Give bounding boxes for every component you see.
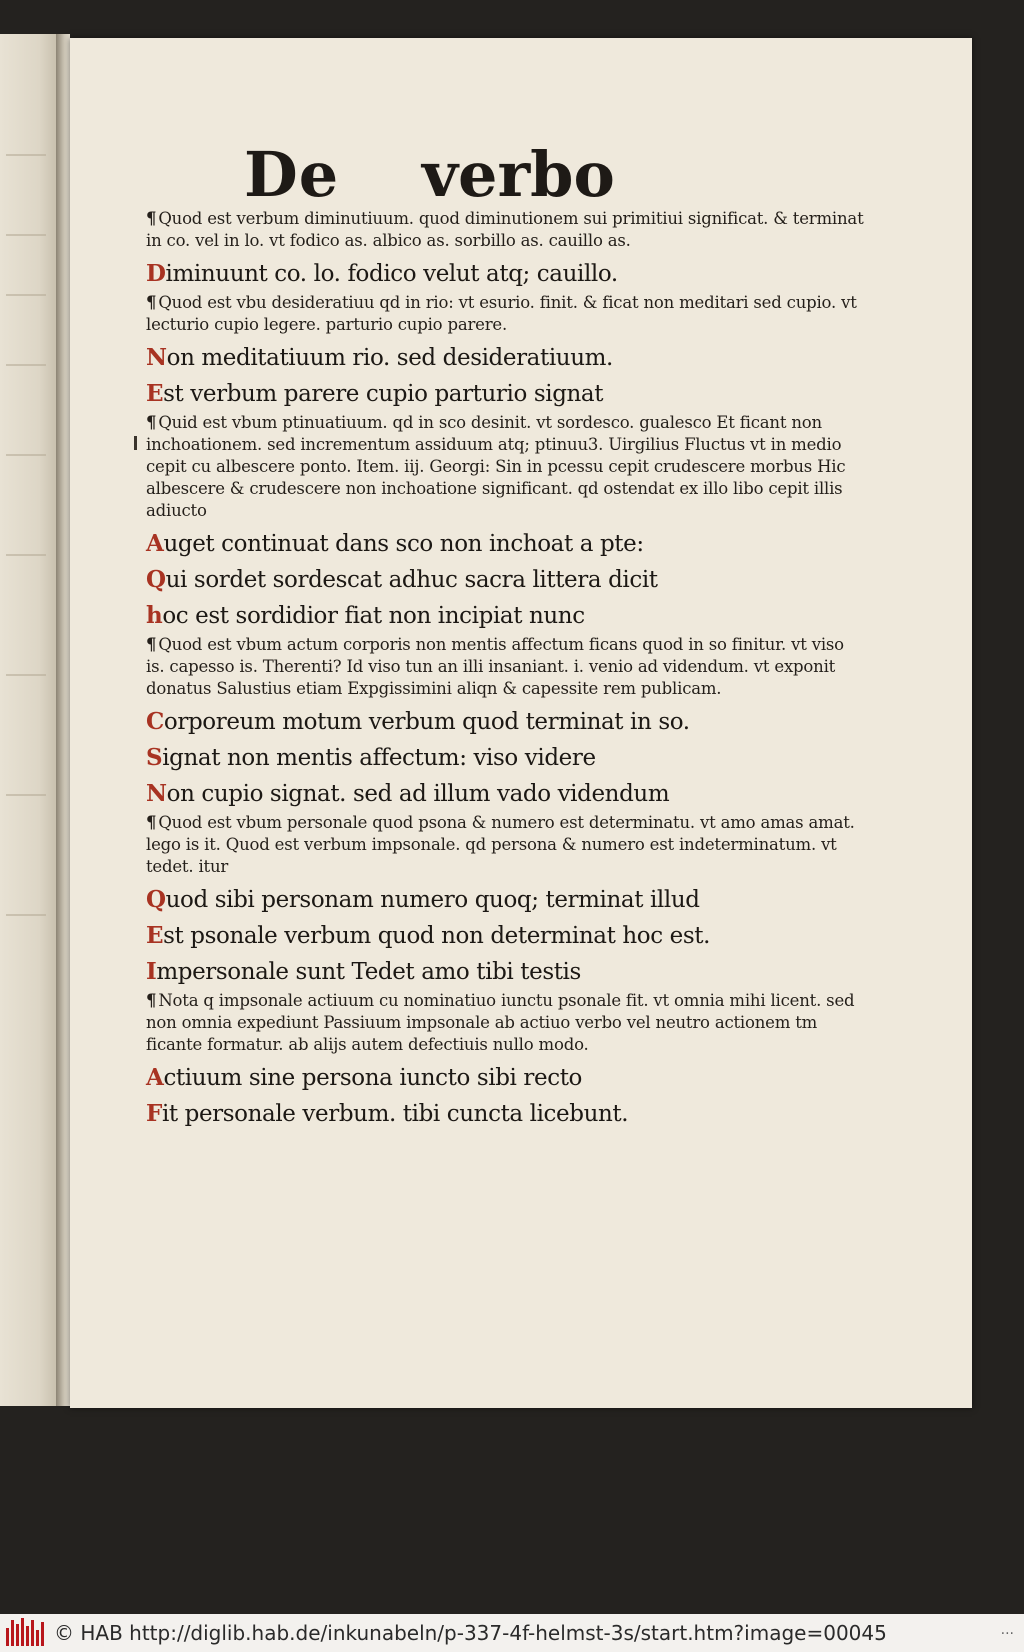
bleed-mark (6, 554, 46, 556)
commentary-paragraph (146, 634, 866, 700)
bleed-mark (6, 154, 46, 156)
rubricated-initial: F (146, 1100, 162, 1127)
paragraph-text: Quod est verbum diminutiuum. quod diminutionem sui primitiui significat. & terminat in co. vel in lo. vt fodico as. albico as. sorbillo as. cauillo as. (146, 209, 864, 250)
rubricated-initial: Q (146, 566, 166, 593)
paragraph-text: Quid est vbum ptinuatiuum. qd in sco desinit. vt sordesco. gualesco Et ficant non inchoationem. sed incrementum assiduum atq; ptinuu3. Uirgilius Fluctus vt in medio cepit cu albescere ponto. Item. iij. Georgi: Sin in pcessu cepit crudescere morbus Hic albescere & crudescere non inchoatione significant. qd ostendat ex illo libo cepit illis adiucto (146, 413, 846, 520)
verse-text: ignat non mentis affectum: viso videre (162, 745, 596, 771)
verse-line (146, 704, 866, 740)
facing-page-edge (0, 34, 56, 1406)
hab-logo-icon (4, 1618, 48, 1648)
rubricated-initial: E (146, 922, 164, 949)
more-icon[interactable]: ... (1000, 1622, 1014, 1638)
verse-line (146, 256, 866, 292)
verse-line (146, 918, 866, 954)
paragraph-mark-icon: ¶ (146, 813, 157, 832)
paragraph-mark-icon: ¶ (146, 413, 157, 432)
paragraph-mark-icon: ¶ (146, 293, 157, 312)
commentary-paragraph (146, 412, 866, 522)
bleed-mark (6, 454, 46, 456)
paragraph-text: Quod est vbum actum corporis non mentis affectum ficans quod in so finitur. vt viso is. capesso is. Therenti? Id viso tun an illi insaniant. i. venio ad videndum. vt exponit donatus Salustius etiam Expgissimini aliqn & capessite rem publicam. (146, 635, 844, 698)
verse-text: uod sibi personam numero quoq; terminat illud (165, 887, 700, 913)
rubricated-initial: h (146, 602, 163, 629)
verse-text: it personale verbum. tibi cuncta licebunt. (161, 1101, 629, 1127)
margin-mark (134, 436, 137, 450)
verse-text: uget continuat dans sco non inchoat a pte: (163, 531, 644, 557)
bleed-mark (6, 914, 46, 916)
paragraph-mark-icon: ¶ (146, 991, 157, 1010)
bleed-mark (6, 294, 46, 296)
verse-line (146, 562, 866, 598)
rubricated-initial: E (146, 380, 164, 407)
verse-text: on cupio signat. sed ad illum vado videndum (166, 781, 670, 807)
commentary-paragraph (146, 990, 866, 1056)
bleed-mark (6, 234, 46, 236)
verse-text: orporeum motum verbum quod terminat in so. (163, 709, 690, 735)
rubricated-initial: N (146, 780, 167, 807)
book-gutter (56, 34, 70, 1406)
rubricated-initial: S (146, 744, 163, 771)
bleed-mark (6, 364, 46, 366)
footer-bar (0, 1614, 1024, 1652)
page-text (146, 208, 866, 1132)
verse-line (146, 954, 866, 990)
book-page (70, 38, 972, 1408)
verse-line (146, 376, 866, 412)
rubricated-initial: A (146, 530, 164, 557)
verse-text: mpersonale sunt Tedet amo tibi testis (156, 959, 581, 985)
verse-line (146, 740, 866, 776)
verse-line (146, 882, 866, 918)
rubricated-initial: A (146, 1064, 164, 1091)
paragraph-text: Nota q impsonale actiuum cu nominatiuo iunctu psonale fit. vt omnia mihi licent. sed non omnia expediunt Passiuum impsonale ab actiuo verbo vel neutro actionem tm ficante formatur. ab alijs autem defectiuis nullo modo. (146, 991, 855, 1054)
commentary-paragraph (146, 208, 866, 252)
paragraph-mark-icon: ¶ (146, 209, 157, 228)
rubricated-initial: N (146, 344, 167, 371)
verse-line (146, 340, 866, 376)
verse-text: ctiuum sine persona iuncto sibi recto (163, 1065, 582, 1091)
verse-line (146, 1060, 866, 1096)
commentary-paragraph (146, 812, 866, 878)
paragraph-text: Quod est vbu desideratiuu qd in rio: vt esurio. finit. & ficat non meditari sed cupio. vt lecturio cupio legere. parturio cupio parere. (146, 293, 857, 334)
verse-text: ui sordet sordescat adhuc sacra littera dicit (165, 567, 658, 593)
verse-text: st psonale verbum quod non determinat hoc est. (163, 923, 710, 949)
heading-word-de: De (244, 138, 340, 211)
paragraph-text: Quod est vbum personale quod psona & numero est determinatu. vt amo amas amat. lego is it. Quod est verbum impsonale. qd persona & numero est indeterminatum. vt tedet. itur (146, 813, 855, 876)
verse-line (146, 598, 866, 634)
paragraph-mark-icon: ¶ (146, 635, 157, 654)
verse-line (146, 526, 866, 562)
bleed-mark (6, 794, 46, 796)
verse-line (146, 1096, 866, 1132)
verse-line (146, 776, 866, 812)
verse-text: oc est sordidior fiat non incipiat nunc (162, 603, 585, 629)
rubricated-initial: C (146, 708, 164, 735)
verse-text: iminuunt co. lo. fodico velut atq; cauillo. (165, 261, 618, 287)
rubricated-initial: I (146, 958, 157, 985)
commentary-paragraph (146, 292, 866, 336)
bleed-mark (6, 674, 46, 676)
verse-text: on meditatiuum rio. sed desideratiuum. (166, 345, 613, 371)
rubricated-initial: D (146, 260, 166, 287)
source-credit-link[interactable]: © HAB http://diglib.hab.de/inkunabeln/p-337-4f-helmst-3s/start.htm?image=00045 (54, 1621, 887, 1645)
rubricated-initial: Q (146, 886, 166, 913)
heading-word-verbo: verbo (422, 138, 615, 211)
verse-text: st verbum parere cupio parturio signat (163, 381, 604, 407)
